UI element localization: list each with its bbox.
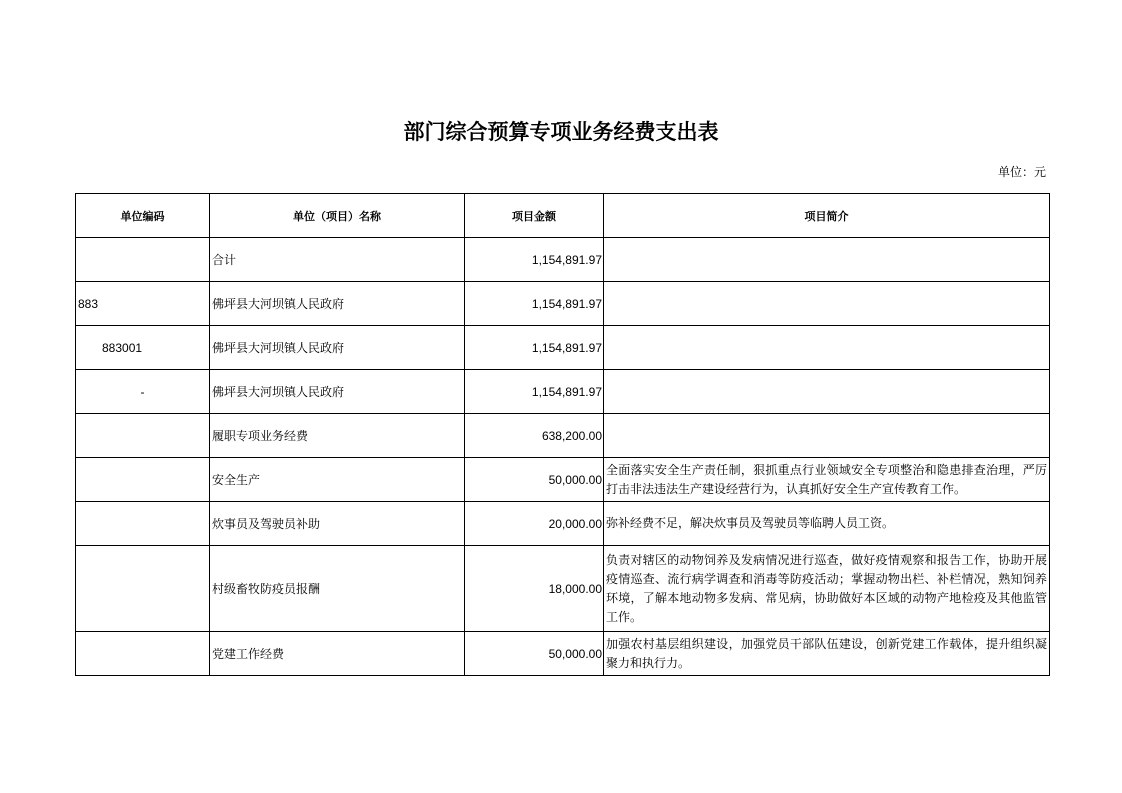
cell-description <box>604 370 1050 414</box>
table-row <box>76 632 1050 676</box>
cell-amount: 638,200.00 <box>465 414 604 458</box>
page-title: 部门综合预算专项业务经费支出表 <box>403 120 719 144</box>
cell-code <box>76 238 210 282</box>
cell-amount: 50,000.00 <box>465 458 604 502</box>
cell-code: 883 <box>76 282 210 326</box>
cell-description <box>604 238 1050 282</box>
header-unit-name: 单位（项目）名称 <box>210 194 465 238</box>
header-amount: 项目金额 <box>465 194 604 238</box>
header-description: 项目简介 <box>604 194 1050 238</box>
cell-description: 加强农村基层组织建设，加强党员干部队伍建设，创新党建工作载体，提升组织凝聚力和执行力。 <box>604 632 1050 676</box>
budget-table <box>75 193 1050 676</box>
header-unit-code: 单位编码 <box>76 194 210 238</box>
cell-amount: 1,154,891.97 <box>465 326 604 370</box>
cell-amount: 50,000.00 <box>465 632 604 676</box>
cell-amount: 1,154,891.97 <box>465 370 604 414</box>
cell-name: 履职专项业务经费 <box>210 414 465 458</box>
cell-name: 炊事员及驾驶员补助 <box>210 502 465 546</box>
table-row <box>76 326 1050 370</box>
table-row <box>76 458 1050 502</box>
cell-description <box>604 326 1050 370</box>
cell-code: - <box>76 370 210 414</box>
table-row <box>76 282 1050 326</box>
cell-amount: 18,000.00 <box>465 546 604 632</box>
unit-label: 单位：元 <box>997 165 1046 179</box>
cell-description <box>604 282 1050 326</box>
cell-name: 合计 <box>210 238 465 282</box>
cell-name: 党建工作经费 <box>210 632 465 676</box>
cell-code <box>76 458 210 502</box>
table-header-row <box>76 194 1050 238</box>
cell-name: 安全生产 <box>210 458 465 502</box>
table-row <box>76 238 1050 282</box>
cell-amount: 1,154,891.97 <box>465 282 604 326</box>
cell-code <box>76 502 210 546</box>
cell-code <box>76 414 210 458</box>
cell-code <box>76 632 210 676</box>
cell-amount: 20,000.00 <box>465 502 604 546</box>
cell-name: 村级畜牧防疫员报酬 <box>210 546 465 632</box>
cell-description: 负责对辖区的动物饲养及发病情况进行巡查，做好疫情观察和报告工作，协助开展疫情巡查、流行病学调查和消毒等防疫活动；掌握动物出栏、补栏情况，熟知饲养环境，了解本地动物多发病、常见病，协助做好本区域的动物产地检疫及其他监管工作。 <box>604 546 1050 632</box>
cell-name: 佛坪县大河坝镇人民政府 <box>210 282 465 326</box>
table-row <box>76 370 1050 414</box>
cell-code: 883001 <box>76 326 210 370</box>
table-row <box>76 502 1050 546</box>
cell-description: 弥补经费不足，解决炊事员及驾驶员等临聘人员工资。 <box>604 502 1050 546</box>
cell-amount: 1,154,891.97 <box>465 238 604 282</box>
cell-name: 佛坪县大河坝镇人民政府 <box>210 326 465 370</box>
cell-description <box>604 414 1050 458</box>
cell-description: 全面落实安全生产责任制，狠抓重点行业领域安全专项整治和隐患排查治理，严厉打击非法违法生产建设经营行为，认真抓好安全生产宣传教育工作。 <box>604 458 1050 502</box>
cell-name: 佛坪县大河坝镇人民政府 <box>210 370 465 414</box>
table-row <box>76 414 1050 458</box>
cell-code <box>76 546 210 632</box>
table-row <box>76 546 1050 632</box>
